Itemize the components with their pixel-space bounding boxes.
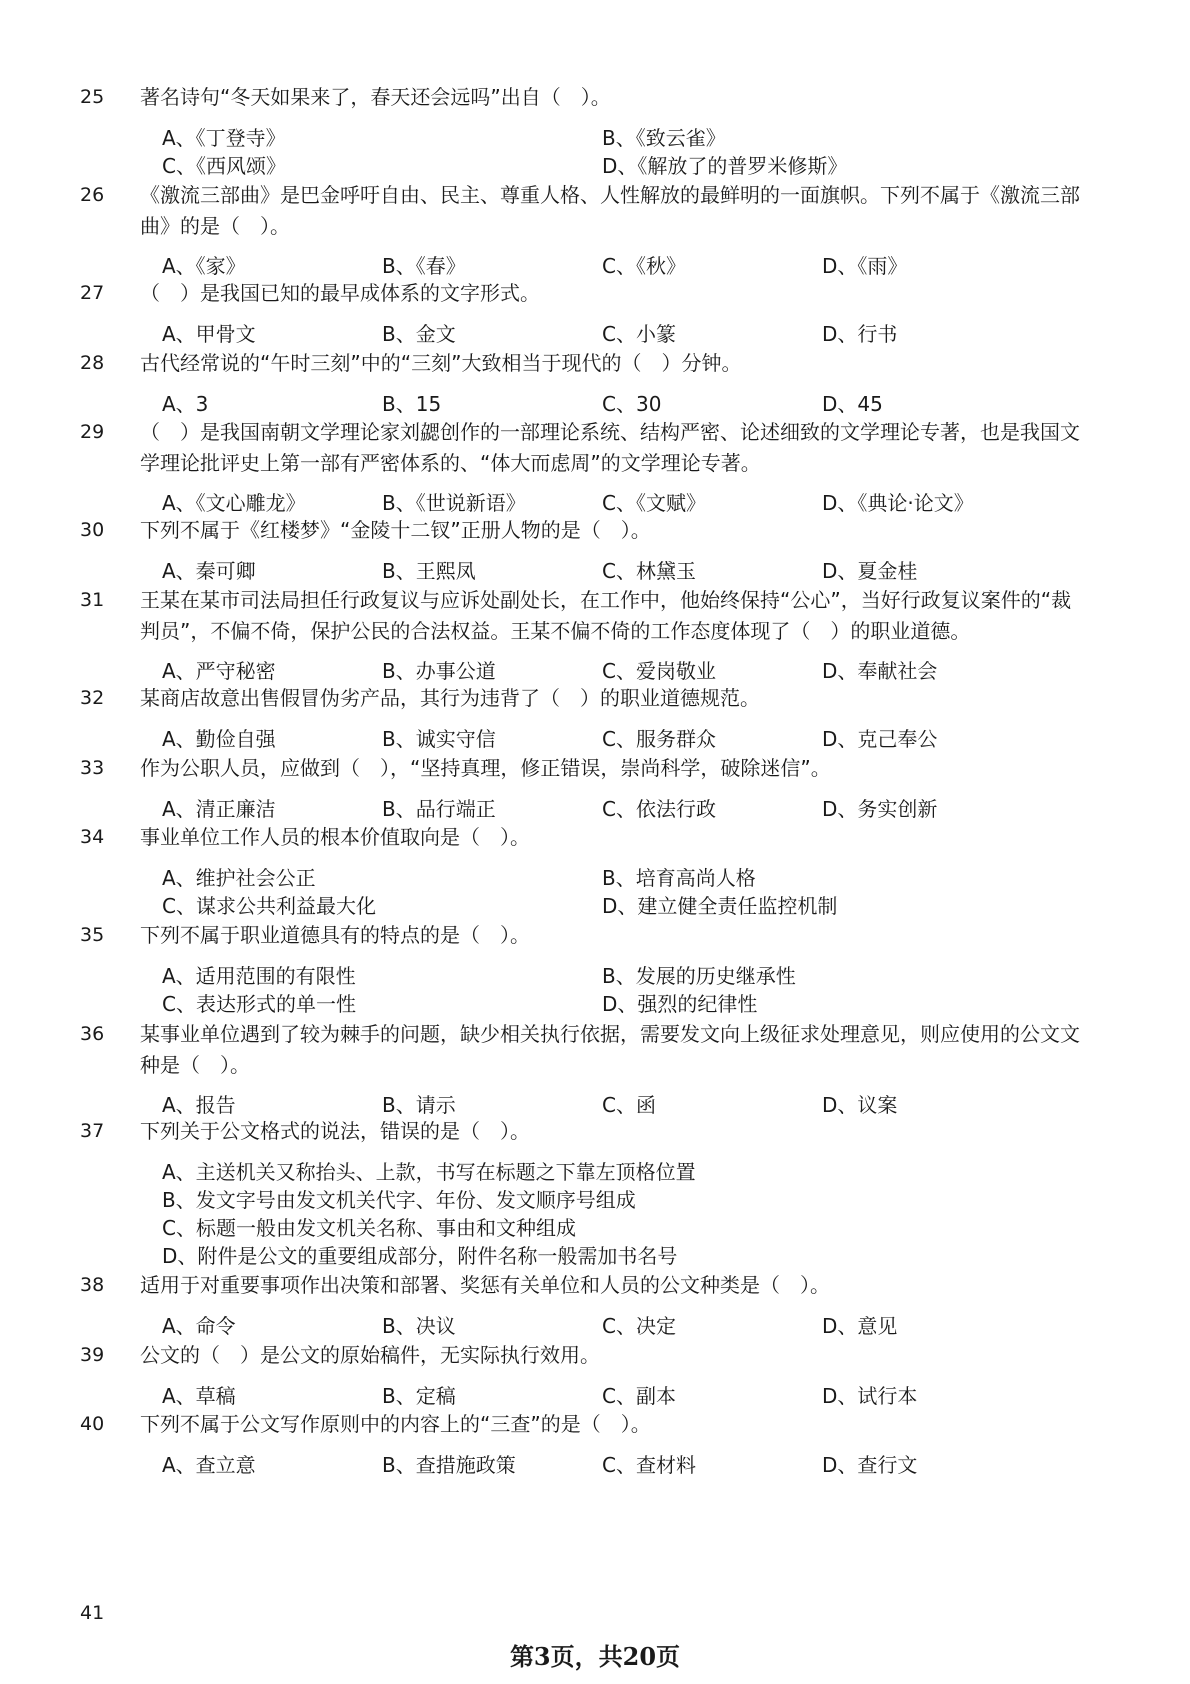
option-b: B、决议 [382, 1314, 456, 1338]
option-b: B、品行端正 [382, 797, 496, 821]
question-number: 36 [80, 1023, 105, 1045]
question-number: 38 [80, 1274, 105, 1296]
question-number: 34 [80, 826, 105, 848]
question-number-41: 41 [80, 1602, 105, 1624]
option-a: A、《文心雕龙》 [162, 491, 306, 515]
option-a: A、勤俭自强 [162, 727, 276, 751]
question-stem: 下列不属于公文写作原则中的内容上的“三查”的是（ ）。 [140, 1412, 651, 1436]
question-number: 26 [80, 184, 105, 206]
option-d: D、意见 [822, 1314, 898, 1338]
option-d: D、《解放了的普罗米修斯》 [602, 154, 848, 178]
option-a: A、命令 [162, 1314, 236, 1338]
option-a: A、《家》 [162, 254, 246, 278]
question-stem: 下列不属于职业道德具有的特点的是（ ）。 [140, 923, 530, 947]
option-d: D、行书 [822, 322, 898, 346]
question-stem: 事业单位工作人员的根本价值取向是（ ）。 [140, 825, 530, 849]
option-b: B、《春》 [382, 254, 466, 278]
option-d: D、务实创新 [822, 797, 938, 821]
option-d: D、强烈的纪律性 [602, 992, 758, 1016]
option-b: B、金文 [382, 322, 456, 346]
question-number: 32 [80, 687, 105, 709]
option-d: D、克己奉公 [822, 727, 938, 751]
question-number: 27 [80, 282, 105, 304]
question-stem: 下列关于公文格式的说法，错误的是（ ）。 [140, 1119, 530, 1143]
option-a: A、3 [162, 392, 209, 416]
option-b: B、《致云雀》 [602, 126, 726, 150]
option-b: B、《世说新语》 [382, 491, 526, 515]
option-c: C、30 [602, 392, 662, 416]
option-b: B、诚实守信 [382, 727, 496, 751]
option-a: A、草稿 [162, 1384, 236, 1408]
option-a: A、《丁登寺》 [162, 126, 286, 150]
option-b: B、15 [382, 392, 442, 416]
option-a: A、报告 [162, 1093, 236, 1117]
option-b: B、发文字号由发文机关代字、年份、发文顺序号组成 [162, 1188, 636, 1212]
option-c: C、表达形式的单一性 [162, 992, 356, 1016]
question-number: 33 [80, 757, 105, 779]
question-stem: 著名诗句“冬天如果来了，春天还会远吗”出自（ ）。 [140, 85, 611, 109]
question-number: 30 [80, 519, 105, 541]
question-number: 28 [80, 352, 105, 374]
option-b: B、定稿 [382, 1384, 456, 1408]
option-d: D、议案 [822, 1093, 898, 1117]
option-c: C、标题一般由发文机关名称、事由和文种组成 [162, 1216, 576, 1240]
question-number: 29 [80, 421, 105, 443]
option-a: A、严守秘密 [162, 659, 276, 683]
option-a: A、主送机关又称抬头、上款，书写在标题之下靠左顶格位置 [162, 1160, 696, 1184]
option-c: C、副本 [602, 1384, 676, 1408]
option-a: A、查立意 [162, 1453, 256, 1477]
option-c: C、依法行政 [602, 797, 716, 821]
question-number: 31 [80, 589, 105, 611]
option-d: D、试行本 [822, 1384, 918, 1408]
question-number: 39 [80, 1344, 105, 1366]
question-stem: 王某在某市司法局担任行政复议与应诉处副处长，在工作中，他始终保持“公心”，当好行政复议案件的“裁判员”，不偏不倚，保护公民的合法权益。王某不偏不倚的工作态度体现了（ ）的职业道德。 [140, 588, 1072, 643]
option-c: C、《文赋》 [602, 491, 706, 515]
option-b: B、发展的历史继承性 [602, 964, 796, 988]
option-c: C、函 [602, 1093, 656, 1117]
option-d: D、建立健全责任监控机制 [602, 894, 838, 918]
option-c: C、查材料 [602, 1453, 696, 1477]
option-c: C、林黛玉 [602, 559, 696, 583]
option-d: D、查行文 [822, 1453, 918, 1477]
option-a: A、甲骨文 [162, 322, 256, 346]
option-c: C、服务群众 [602, 727, 716, 751]
option-c: C、爱岗敬业 [602, 659, 716, 683]
option-d: D、《典论·论文》 [822, 491, 974, 515]
option-d: D、附件是公文的重要组成部分，附件名称一般需加书名号 [162, 1244, 678, 1268]
option-d: D、夏金桂 [822, 559, 918, 583]
question-stem: 下列不属于《红楼梦》“金陵十二钗”正册人物的是（ ）。 [140, 518, 651, 542]
question-stem: 某商店故意出售假冒伪劣产品，其行为违背了（ ）的职业道德规范。 [140, 686, 760, 710]
option-b: B、办事公道 [382, 659, 496, 683]
question-stem: 适用于对重要事项作出决策和部署、奖惩有关单位和人员的公文种类是（ ）。 [140, 1273, 830, 1297]
option-b: B、王熙凤 [382, 559, 476, 583]
question-stem: 作为公职人员，应做到（ ），“坚持真理，修正错误，崇尚科学，破除迷信”。 [140, 756, 831, 780]
option-b: B、请示 [382, 1093, 456, 1117]
question-stem: 某事业单位遇到了较为棘手的问题，缺少相关执行依据，需要发文向上级征求处理意见，则应使用的公文文种是（ ）。 [140, 1022, 1080, 1077]
question-stem: 古代经常说的“午时三刻”中的“三刻”大致相当于现代的（ ）分钟。 [140, 351, 742, 375]
question-stem: （ ）是我国南朝文学理论家刘勰创作的一部理论系统、结构严密、论述细致的文学理论专著，也是我国文学理论批评史上第一部有严密体系的、“体大而虑周”的文学理论专著。 [140, 420, 1080, 475]
option-b: B、培育高尚人格 [602, 866, 756, 890]
option-c: C、谋求公共利益最大化 [162, 894, 376, 918]
option-d: D、奉献社会 [822, 659, 938, 683]
option-a: A、清正廉洁 [162, 797, 276, 821]
option-c: C、决定 [602, 1314, 676, 1338]
question-number: 35 [80, 924, 105, 946]
option-c: C、《西风颂》 [162, 154, 286, 178]
question-number: 37 [80, 1120, 105, 1142]
page-footer: 第3页，共20页 [509, 1642, 681, 1671]
option-a: A、适用范围的有限性 [162, 964, 356, 988]
question-stem: （ ）是我国已知的最早成体系的文字形式。 [140, 281, 540, 305]
question-number: 40 [80, 1413, 105, 1435]
option-c: C、《秋》 [602, 254, 686, 278]
option-b: B、查措施政策 [382, 1453, 516, 1477]
question-stem: 公文的（ ）是公文的原始稿件，无实际执行效用。 [140, 1343, 600, 1367]
question-stem: 《激流三部曲》是巴金呼吁自由、民主、尊重人格、人性解放的最鲜明的一面旗帜。下列不属于《激流三部曲》的是（ ）。 [140, 183, 1080, 238]
option-d: D、《雨》 [822, 254, 908, 278]
option-a: A、维护社会公正 [162, 866, 316, 890]
option-d: D、45 [822, 392, 883, 416]
option-a: A、秦可卿 [162, 559, 256, 583]
question-number: 25 [80, 86, 105, 108]
option-c: C、小篆 [602, 322, 676, 346]
